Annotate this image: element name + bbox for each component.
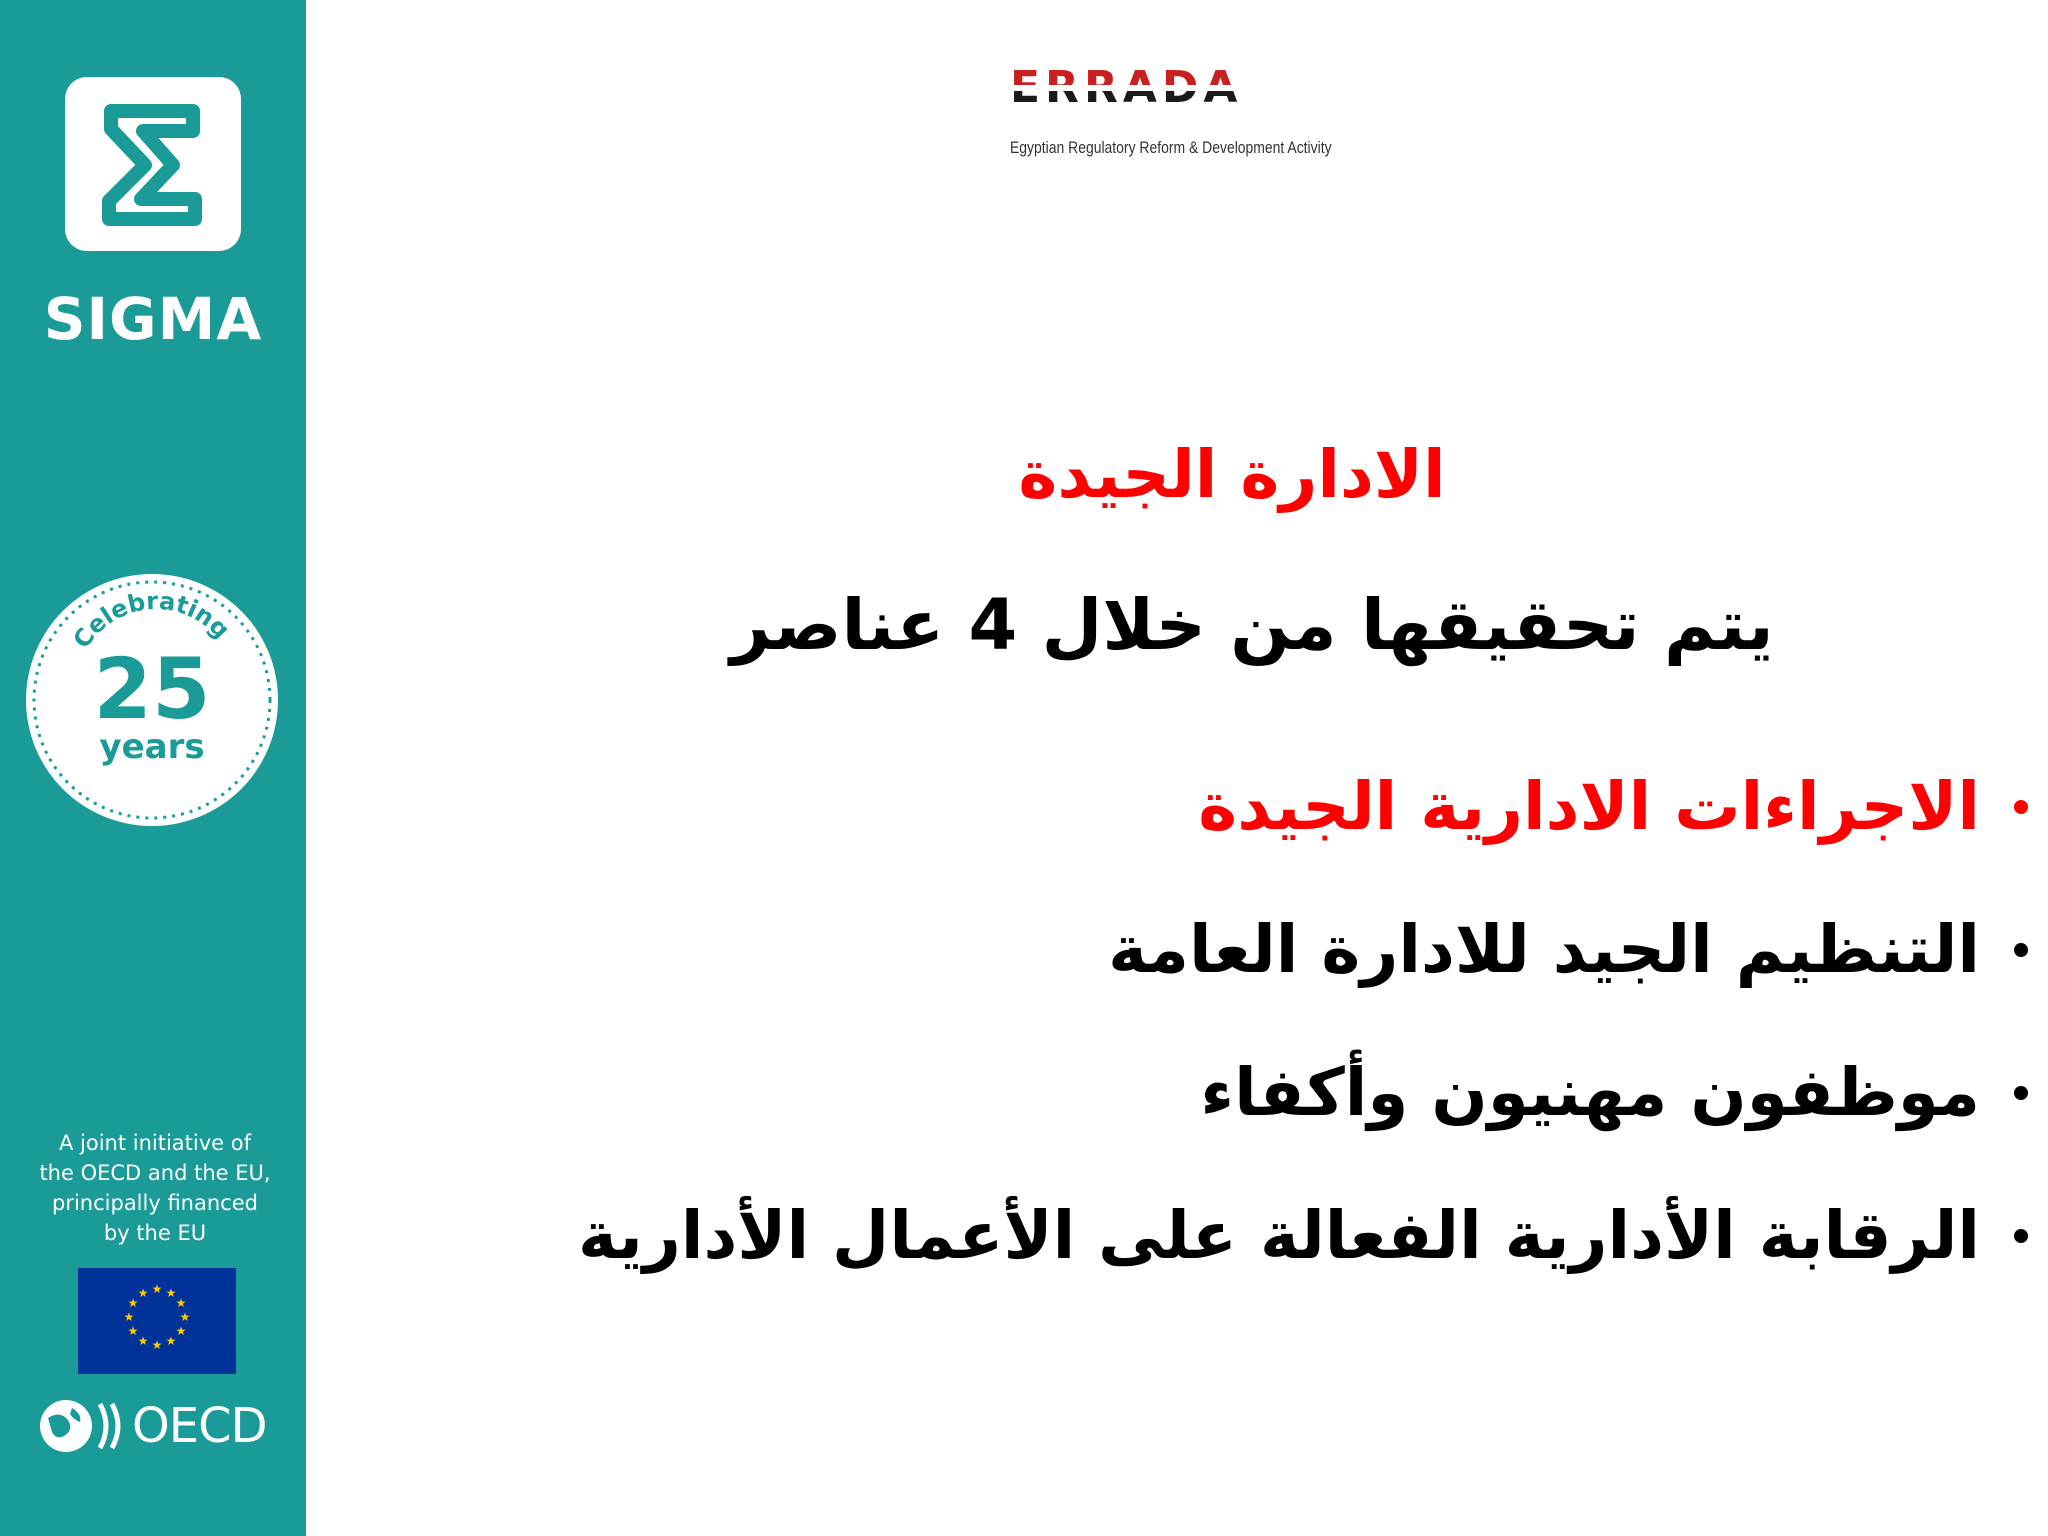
- list-item-text: التنظيم الجيد للادارة العامة: [1108, 911, 1980, 988]
- list-item: [468, 735, 2028, 878]
- list-item: [468, 1021, 2028, 1164]
- eu-flag-icon: [78, 1268, 236, 1374]
- svg-text:★: ★: [137, 1286, 149, 1300]
- sigma-sidebar: [0, 0, 306, 1536]
- bullet-dot: [2014, 800, 2028, 814]
- bullet-dot: [2014, 1086, 2028, 1100]
- svg-text:★: ★: [123, 1310, 135, 1324]
- svg-text:★: ★: [165, 1334, 177, 1348]
- sigma-logo: [65, 77, 241, 251]
- svg-text:★: ★: [175, 1296, 187, 1310]
- sigma-icon: [65, 77, 241, 251]
- svg-text:★: ★: [127, 1296, 139, 1310]
- list-item-text: الرقابة الأدارية الفعالة على الأعمال الأدارية: [578, 1197, 1980, 1274]
- badge-arc-text: Celebrating: [67, 586, 236, 654]
- slide-title: الادارة الجيدة: [1018, 436, 1446, 513]
- svg-text:★: ★: [127, 1324, 139, 1338]
- svg-text:★: ★: [151, 1338, 163, 1352]
- svg-text:★: ★: [179, 1310, 191, 1324]
- list-item: [468, 878, 2028, 1021]
- bullet-dot: [2014, 943, 2028, 957]
- badge-number: 25: [93, 640, 211, 738]
- bullet-dot: [2014, 1229, 2028, 1243]
- oecd-wordmark: OECD: [132, 1398, 267, 1454]
- slide-subtitle: يتم تحقيقها من خلال 4 عناصر: [730, 584, 1774, 666]
- list-item: [468, 1164, 2028, 1307]
- svg-text:★: ★: [165, 1286, 177, 1300]
- list-item-text: موظفون مهنيون وأكفاء: [1200, 1054, 1980, 1131]
- elements-list: [468, 735, 2028, 1307]
- list-item-text: الاجراءات الادارية الجيدة: [1198, 768, 1980, 845]
- oecd-logo: [38, 1396, 278, 1456]
- svg-text:★: ★: [151, 1282, 163, 1296]
- errada-logo: [1010, 60, 1340, 170]
- sigma-wordmark: SIGMA: [43, 285, 263, 353]
- errada-wordmark: ERRADA: [1010, 60, 1242, 116]
- badge-unit: years: [99, 727, 205, 767]
- svg-text:★: ★: [175, 1324, 187, 1338]
- oecd-globe-icon: [38, 1396, 130, 1456]
- svg-text:★: ★: [137, 1334, 149, 1348]
- errada-subtitle: Egyptian Regulatory Reform & Development Activity: [1010, 138, 1332, 157]
- joint-initiative-text: A joint initiative of the OECD and the EU, principally financed by the EU: [39, 1131, 271, 1245]
- celebrating-25-years-badge: [24, 572, 280, 828]
